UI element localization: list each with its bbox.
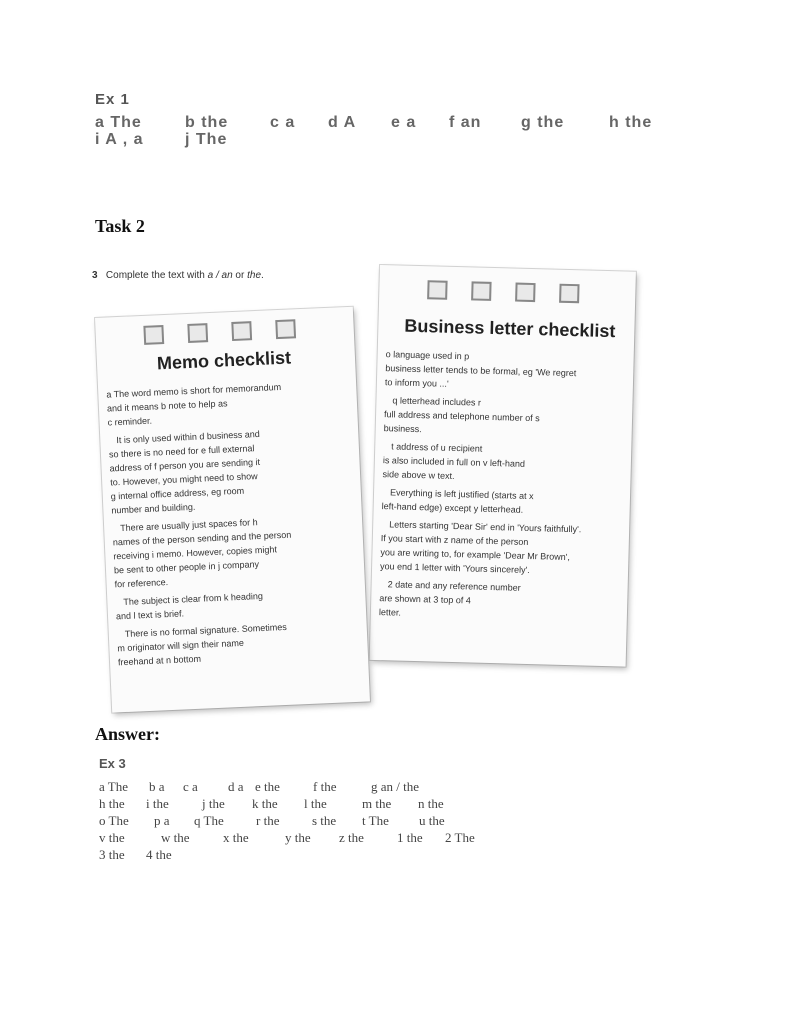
ex1-answer: h the — [609, 114, 653, 131]
ex1-answer: a The — [95, 114, 142, 131]
memo-line: receiving i memo. However, copies might — [113, 544, 278, 562]
ex3-answer: v the — [99, 830, 125, 845]
ex1-answer: j The — [185, 131, 228, 148]
instruction-text: Complete the text with — [105, 270, 208, 281]
memo-line: g internal office address, eg room — [110, 485, 245, 502]
instruction-end: . — [261, 270, 264, 281]
ex3-answer: z the — [339, 830, 364, 845]
checkbox-row — [143, 319, 296, 345]
business-line: to inform you ...' — [384, 377, 449, 389]
ex3-answer: b a — [149, 779, 165, 794]
ex3-answer: o The — [99, 813, 129, 828]
instruction-last-option: the — [247, 270, 262, 281]
ex1-answer: b the — [185, 114, 229, 131]
business-line: you end 1 letter with 'Yours sincerely'. — [379, 561, 530, 576]
business-line: is also included in full on v left-hand — [382, 455, 526, 469]
business-line: side above w text. — [382, 469, 455, 482]
instruction-options: a / an — [207, 270, 233, 281]
memo-line: so there is no need for e full external — [108, 443, 255, 460]
checkbox-icon — [471, 281, 491, 301]
ex3-answer: n the — [418, 796, 444, 811]
memo-line: to. However, you might need to show — [109, 471, 258, 488]
checkbox-icon — [187, 323, 208, 343]
ex3-answer: 2 The — [445, 830, 475, 845]
ex3-answers-row-3 — [99, 813, 445, 829]
ex3-answer: s the — [312, 813, 337, 828]
ex1-answer: c a — [270, 114, 296, 131]
ex3-answer: m the — [362, 796, 392, 811]
ex1-answers-row-2 — [95, 131, 227, 149]
ex3-answer: c a — [183, 779, 198, 794]
business-line: o language used in p — [385, 349, 470, 362]
ex3-answer: k the — [252, 796, 278, 811]
checkbox-icon — [515, 283, 535, 303]
memo-line: number and building. — [111, 501, 196, 516]
business-line: you are writing to, for example 'Dear Mr Brown', — [380, 547, 571, 563]
memo-line: The subject is clear from k heading — [123, 590, 264, 608]
answer-title: Answer: — [95, 724, 160, 744]
business-line: business letter tends to be formal, eg 'We regret — [385, 363, 577, 379]
ex3-answer: g an / the — [371, 779, 420, 794]
memo-line: and it means b note to help as — [106, 398, 228, 414]
business-letter-card — [370, 265, 636, 667]
ex3-answer: 4 the — [146, 847, 172, 862]
business-line: If you start with z name of the person — [380, 533, 529, 547]
ex1-answer: g the — [521, 114, 565, 131]
ex3-answer: q The — [194, 813, 224, 828]
business-line: t address of u recipient — [391, 441, 483, 454]
ex3-heading: Ex 3 — [99, 756, 126, 771]
memo-line: and l text is brief. — [115, 608, 185, 622]
exercise-number: 3 — [92, 270, 98, 281]
memo-line: m originator will sign their name — [117, 637, 245, 654]
ex3-answer: a The — [99, 779, 128, 794]
ex3-answer: y the — [285, 830, 311, 845]
ex3-answer: r the — [256, 813, 280, 828]
ex3-answers-row-1 — [99, 779, 419, 795]
ex1-heading: Ex 1 — [95, 91, 130, 108]
memo-line: There is no formal signature. Sometimes — [124, 621, 287, 639]
ex1-answer: e a — [391, 114, 417, 131]
memo-line: names of the person sending and the person — [112, 529, 292, 548]
task-2-title: Task 2 — [95, 216, 145, 236]
ex1-answers-row-1 — [95, 114, 652, 132]
checkbox-icon — [427, 280, 447, 300]
instruction-or: or — [232, 270, 248, 281]
checkbox-row — [427, 280, 579, 303]
memo-line: address of f person you are sending it — [109, 456, 261, 474]
memo-title: Memo checklist — [156, 347, 292, 374]
business-line: business. — [383, 423, 422, 435]
memo-line: c reminder. — [107, 415, 153, 428]
checkbox-icon — [231, 321, 252, 341]
ex3-answer: l the — [304, 796, 327, 811]
business-line: left-hand edge) except y letterhead. — [381, 501, 524, 515]
ex3-answers-row-2 — [99, 796, 444, 812]
checkbox-icon — [559, 284, 579, 304]
memo-line: There are usually just spaces for h — [119, 517, 258, 534]
ex3-answer: e the — [255, 779, 280, 794]
ex3-answer: i the — [146, 796, 169, 811]
memo-card — [95, 307, 370, 713]
ex3-answers-row-5 — [99, 847, 172, 863]
ex3-answer: d a — [228, 779, 244, 794]
memo-line: a The word memo is short for memorandum — [106, 381, 282, 400]
checkbox-icon — [143, 325, 164, 345]
memo-line: for reference. — [114, 577, 169, 590]
ex1-answer: f an — [449, 114, 482, 131]
ex3-answer: j the — [202, 796, 225, 811]
business-letter-title: Business letter checklist — [404, 315, 616, 342]
memo-line: It is only used within d business and — [116, 428, 261, 446]
ex3-answer: p a — [154, 813, 170, 828]
ex3-answer: t The — [362, 813, 389, 828]
ex3-answer: 1 the — [397, 830, 423, 845]
memo-line: freehand at n bottom — [117, 653, 202, 668]
ex3-answer: f the — [313, 779, 337, 794]
ex3-answer: 3 the — [99, 847, 125, 862]
ex3-answer: w the — [161, 830, 190, 845]
business-line: Everything is left justified (starts at x — [389, 487, 534, 502]
ex1-answer: d A — [328, 114, 357, 131]
business-line: letter. — [378, 607, 402, 618]
ex3-answer: h the — [99, 796, 125, 811]
business-line: 2 date and any reference number — [387, 579, 521, 593]
ex3-answers-row-4 — [99, 830, 475, 846]
ex1-answer: i A , a — [95, 131, 144, 148]
business-line: q letterhead includes r — [392, 395, 482, 408]
exercise-instruction — [92, 270, 264, 281]
memo-line: be sent to other people in j company — [113, 559, 260, 576]
business-line: are shown at 3 top of 4 — [379, 593, 471, 606]
ex3-answer: u the — [419, 813, 445, 828]
ex3-answer: x the — [223, 830, 249, 845]
business-line: full address and telephone number of s — [383, 409, 540, 424]
business-line: Letters starting 'Dear Sir' end in 'Yours faithfully'. — [389, 519, 582, 535]
checkbox-icon — [275, 319, 296, 339]
